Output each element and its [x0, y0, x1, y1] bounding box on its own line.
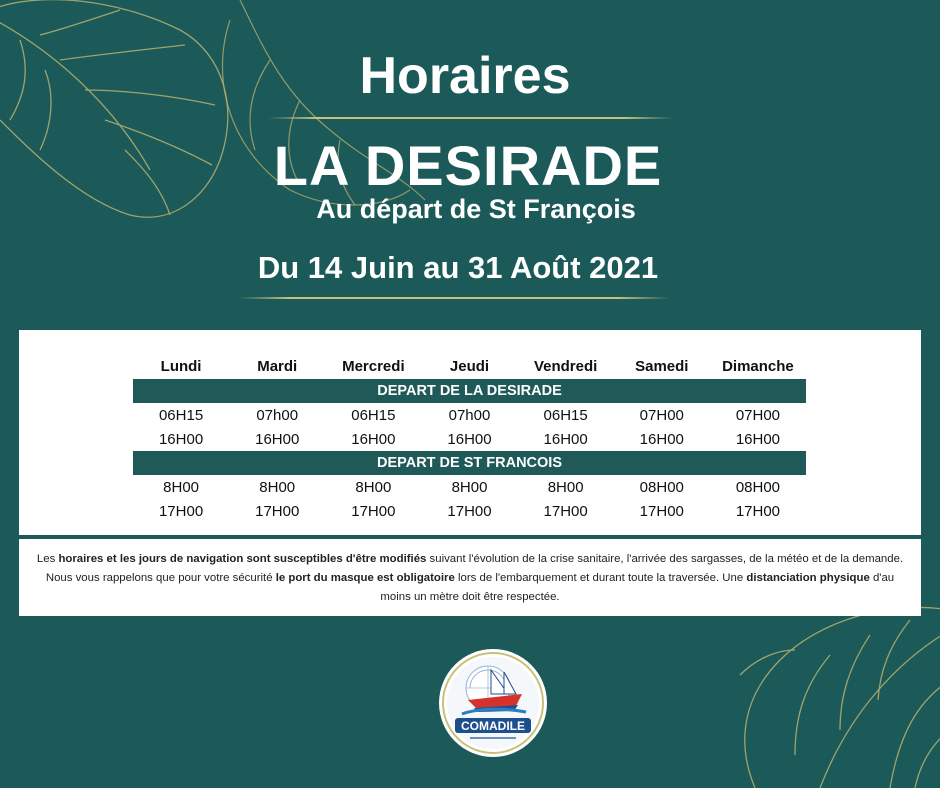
- day-header: Samedi: [635, 358, 689, 375]
- time-cell: 8H00: [259, 478, 296, 496]
- day-header: Jeudi: [449, 358, 490, 375]
- time-cell: 06H15: [351, 406, 396, 424]
- notice-bold: horaires et les jours de navigation sont susceptibles d'être modifiés: [58, 553, 427, 565]
- notice-text: lors de l'embarquement et durant toute la traversée. Une: [454, 572, 747, 584]
- time-cell: 08H00: [639, 478, 684, 496]
- section-band-desirade: [133, 379, 806, 403]
- time-cell: 16H00: [639, 430, 684, 448]
- day-header-row: [133, 354, 806, 379]
- time-cell: 06H15: [543, 406, 588, 424]
- time-cell: 17H00: [351, 502, 396, 520]
- time-cell: 17H00: [543, 502, 588, 520]
- notice-bold: distanciation physique: [746, 572, 870, 584]
- date-range: Du 14 Juin au 31 Août 2021: [257, 250, 659, 285]
- day-header: Mercredi: [342, 358, 405, 375]
- notice-box: [19, 539, 921, 616]
- time-cell: 8H00: [451, 478, 488, 496]
- section-label: DEPART DE LA DESIRADE: [133, 379, 806, 403]
- page-title: Horaires: [359, 47, 571, 105]
- time-cell: 16H00: [351, 430, 396, 448]
- time-cell: 06H15: [158, 406, 204, 424]
- schedule-table: [133, 354, 806, 523]
- time-cell: 16H00: [543, 430, 588, 448]
- day-header: Dimanche: [722, 358, 794, 375]
- day-header: Lundi: [160, 358, 202, 375]
- table-row: [133, 499, 806, 523]
- time-cell: 8H00: [163, 478, 199, 496]
- comadile-logo: [438, 648, 548, 758]
- section-band-st-francois: [133, 451, 806, 475]
- title-divider: [268, 117, 673, 119]
- time-cell: 16H00: [158, 430, 204, 448]
- dates-divider: [238, 297, 670, 299]
- table-row: [133, 403, 806, 427]
- notice-bold: le port du masque est obligatoire: [275, 572, 455, 584]
- time-cell: 17H00: [255, 502, 300, 520]
- time-cell: 8H00: [355, 478, 392, 496]
- time-cell: 08H00: [735, 478, 781, 496]
- notice-text: d'au moins un mètre doit être respectée.: [380, 572, 895, 603]
- time-cell: 16H00: [735, 430, 781, 448]
- time-cell: 07H00: [639, 406, 684, 424]
- time-cell: 16H00: [447, 430, 492, 448]
- section-label: DEPART DE ST FRANCOIS: [133, 451, 806, 475]
- time-cell: 17H00: [447, 502, 492, 520]
- time-cell: 17H00: [639, 502, 684, 520]
- day-header: Mardi: [257, 358, 298, 375]
- time-cell: 16H00: [255, 430, 300, 448]
- time-cell: 17H00: [735, 502, 781, 520]
- island-name: LA DESIRADE: [273, 134, 663, 197]
- time-cell: 07H00: [735, 406, 781, 424]
- table-row: [133, 475, 806, 499]
- time-cell: 07h00: [448, 406, 491, 424]
- notice-text: Les: [36, 553, 59, 565]
- time-cell: 8H00: [547, 478, 584, 496]
- departure-subtitle: Au départ de St François: [316, 194, 636, 224]
- logo-wordmark: COMADILE: [461, 719, 525, 733]
- time-cell: 17H00: [158, 502, 204, 520]
- monstera-leaf-icon-bottom-right: [700, 590, 940, 788]
- notice-text: suivant l'évolution de la crise sanitaire, l'arrivée des sargasses, de la météo et de la demande. Nous vous rappelons que pour votre sécurité: [45, 553, 904, 584]
- day-header: Vendredi: [533, 358, 598, 375]
- time-cell: 07h00: [256, 406, 299, 424]
- table-row: [133, 427, 806, 451]
